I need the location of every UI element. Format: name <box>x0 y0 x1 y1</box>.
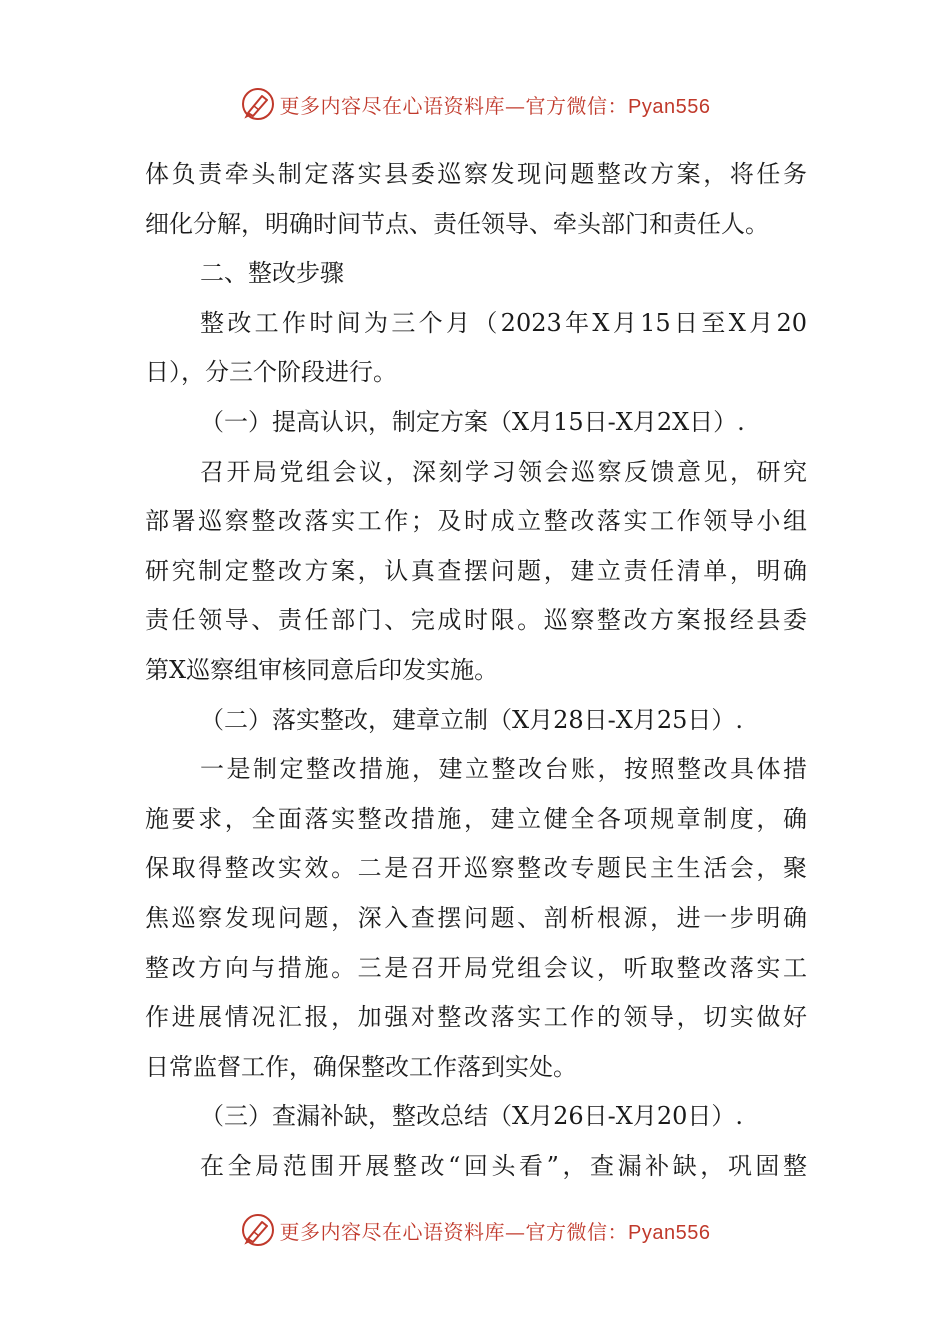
watermark-text: 更多内容尽在心语资料库—官方微信：Pyan556 <box>279 93 711 118</box>
subsection-heading: （二）落实整改，建章立制（X月28日-X月25日）. <box>200 705 743 734</box>
body-line: 日），分三个阶段进行。 <box>145 358 397 387</box>
body-line: 细化分解，明确时间节点、责任领导、牵头部门和责任人。 <box>145 209 769 238</box>
section-heading: 二、整改步骤 <box>200 259 344 288</box>
body-line: 研究制定整改方案，认真查摆问题，建立责任清单，明确 <box>145 556 807 585</box>
footer-watermark <box>0 1210 950 1250</box>
watermark-text: 更多内容尽在心语资料库—官方微信：Pyan556 <box>279 1219 711 1244</box>
subsection-heading: （一）提高认识，制定方案（X月15日-X月2X日）. <box>200 407 745 436</box>
body-line: 日常监督工作，确保整改工作落到实处。 <box>145 1052 577 1081</box>
body-line: 部署巡察整改落实工作；及时成立整改落实工作领导小组 <box>145 507 807 536</box>
body-line: 在全局范围开展整改“回头看”，查漏补缺，巩固整 <box>200 1151 807 1180</box>
header-watermark <box>0 84 950 124</box>
body-line: 作进展情况汇报，加强对整改落实工作的领导，切实做好 <box>145 1003 807 1032</box>
pen-nib-logo-icon <box>240 86 276 122</box>
body-line: 责任领导、责任部门、完成时限。巡察整改方案报经县委 <box>145 606 807 635</box>
body-line: 保取得整改实效。二是召开巡察整改专题民主生活会，聚 <box>145 854 807 883</box>
subsection-heading: （三）查漏补缺，整改总结（X月26日-X月20日）. <box>200 1102 743 1131</box>
body-line: 整改方向与措施。三是召开局党组会议，听取整改落实工 <box>145 953 807 982</box>
body-line: 第X巡察组审核同意后印发实施。 <box>145 655 499 684</box>
document-body <box>145 150 807 1191</box>
body-line: 整改工作时间为三个月（2023年X月15日至X月20 <box>200 308 807 337</box>
body-line: 施要求，全面落实整改措施，建立健全各项规章制度，确 <box>145 804 807 833</box>
pen-nib-logo-icon <box>240 1212 276 1248</box>
body-line: 焦巡察发现问题，深入查摆问题、剖析根源，进一步明确 <box>145 903 807 932</box>
body-line: 召开局党组会议，深刻学习领会巡察反馈意见，研究 <box>200 457 807 486</box>
body-line: 体负责牵头制定落实县委巡察发现问题整改方案，将任务 <box>145 160 807 188</box>
body-line: 一是制定整改措施，建立整改台账，按照整改具体措 <box>200 755 807 784</box>
